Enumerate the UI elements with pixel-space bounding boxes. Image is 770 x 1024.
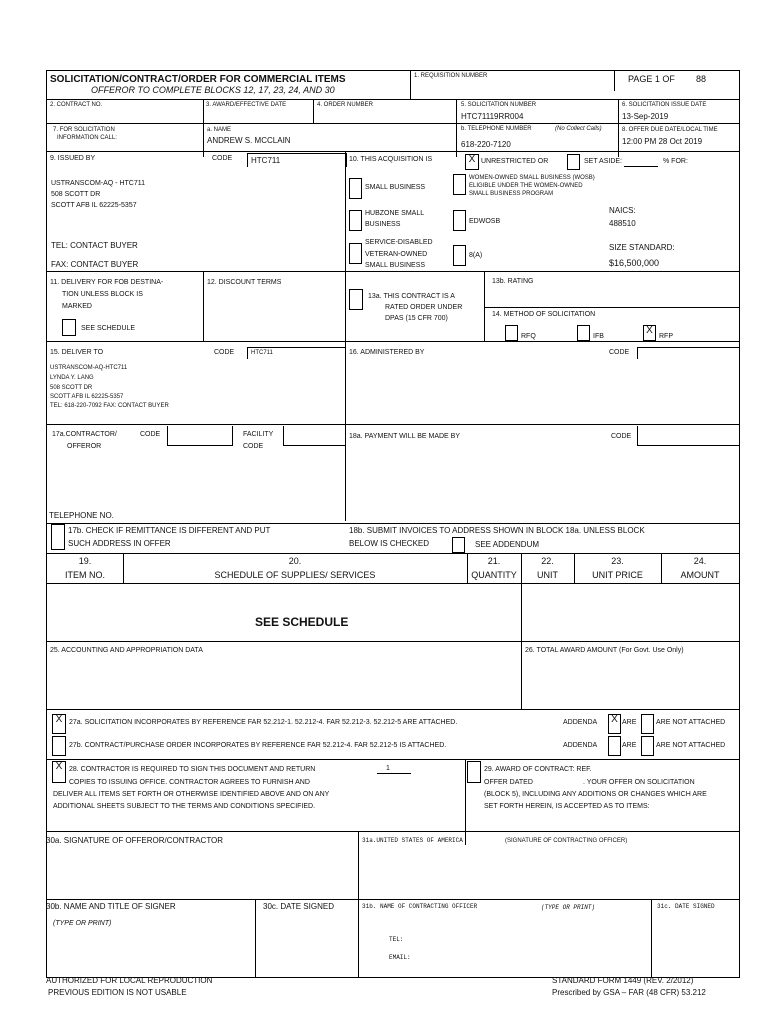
telephone-no-label: TELEPHONE NO. bbox=[49, 511, 114, 520]
delivery-fob-label-3: MARKED bbox=[62, 303, 92, 310]
27b-checkbox[interactable] bbox=[52, 736, 66, 756]
form-title: SOLICITATION/CONTRACT/ORDER FOR COMMERCIAL ITEMS bbox=[50, 74, 346, 85]
signer-type-print: (TYPE OR PRINT) bbox=[53, 920, 112, 927]
due-date-label: 8. OFFER DUE DATE/LOCAL TIME bbox=[622, 127, 718, 133]
rating-label: 13b. RATING bbox=[492, 278, 534, 285]
page-total: 88 bbox=[696, 74, 707, 84]
col-amount: AMOUNT bbox=[680, 570, 720, 580]
accounting-label: 25. ACCOUNTING AND APPROPRIATION DATA bbox=[50, 647, 203, 654]
see-schedule-checkbox[interactable] bbox=[62, 319, 76, 336]
28-text-3: DELIVER ALL ITEMS SET FORTH OR OTHERWISE IDENTIFIED ABOVE AND ON ANY bbox=[53, 791, 330, 798]
remittance-checkbox[interactable] bbox=[51, 524, 65, 550]
29-text-3: (BLOCK 5), INCLUDING ANY ADDITIONS OR CHANGES WHICH ARE bbox=[484, 791, 707, 798]
issue-date-label: 6. SOLICITATION ISSUE DATE bbox=[622, 102, 707, 108]
edwosb-checkbox[interactable] bbox=[453, 210, 466, 231]
page-label: PAGE 1 OF bbox=[628, 74, 675, 84]
facility-label-1: FACILITY bbox=[243, 431, 274, 438]
27a-text: 27a. SOLICITATION INCORPORATES BY REFERENCE FAR 52.212-1. 52.212-4. FAR 52.212-3. 52.212-5 ARE ATTACHED. bbox=[69, 719, 458, 726]
deliver-to-label: 15. DELIVER TO bbox=[50, 349, 104, 356]
ifb-label: IFB bbox=[593, 333, 604, 340]
issued-code-label: CODE bbox=[212, 155, 233, 162]
order-number-label: 4. ORDER NUMBER bbox=[317, 102, 374, 108]
rated-order-label-3: DPAS (15 CFR 700) bbox=[385, 315, 448, 322]
delivery-fob-label-1: 11. DELIVERY FOR FOB DESTINA- bbox=[50, 279, 164, 286]
27b-text: 27b. CONTRACT/PURCHASE ORDER INCORPORATES BY REFERENCE FAR 52.212-4. FAR 52.212-5 IS ATTACHED. bbox=[69, 742, 447, 749]
27a-are-not: ARE NOT ATTACHED bbox=[656, 719, 726, 726]
eight-a-checkbox[interactable] bbox=[453, 245, 466, 266]
form-sf1449 bbox=[46, 70, 740, 978]
set-aside-label: SET ASIDE: bbox=[584, 158, 622, 165]
27b-addenda: ADDENDA bbox=[563, 742, 598, 749]
size-standard-value: $16,500,000 bbox=[609, 258, 660, 268]
27b-are-not: ARE NOT ATTACHED bbox=[656, 742, 726, 749]
28-text-2: COPIES TO ISSUING OFFICE. CONTRACTOR AGREES TO FURNISH AND bbox=[69, 779, 310, 786]
sdvosb-label-3: SMALL BUSINESS bbox=[365, 262, 426, 269]
rfp-label: RFP bbox=[659, 333, 673, 340]
sdvosb-label-1: SERVICE-DISABLED bbox=[365, 239, 433, 246]
27b-are: ARE bbox=[622, 742, 637, 749]
27a-are: ARE bbox=[622, 719, 637, 726]
29-text-2b: . YOUR OFFER ON SOLICITATION bbox=[583, 779, 695, 786]
deliver-addr-2: LYNDA Y. LANG bbox=[50, 375, 94, 381]
deliver-addr-3: 508 SCOTT DR bbox=[50, 385, 93, 391]
due-date: 12:00 PM 28 Oct 2019 bbox=[622, 137, 703, 146]
29-text-2: OFFER DATED bbox=[484, 779, 533, 786]
co-type-print: (TYPE OR PRINT) bbox=[541, 904, 596, 911]
administered-by-label: 16. ADMINISTERED BY bbox=[349, 349, 425, 356]
set-aside-checkbox[interactable] bbox=[567, 154, 580, 170]
footer-left-1: AUTHORIZED FOR LOCAL REPRODUCTION bbox=[46, 976, 213, 985]
col-24-num: 24. bbox=[693, 556, 707, 566]
col-item-no: ITEM NO. bbox=[65, 570, 105, 580]
27a-addenda: ADDENDA bbox=[563, 719, 598, 726]
date-signed-label: 30c. DATE SIGNED bbox=[263, 902, 334, 911]
remittance-label-2: SUCH ADDRESS IN OFFER bbox=[68, 539, 171, 548]
rated-order-label-2: RATED ORDER UNDER bbox=[385, 304, 463, 311]
27b-are-checkbox[interactable] bbox=[608, 736, 621, 756]
28-text-4: ADDITIONAL SHEETS SUBJECT TO THE TERMS AND CONDITIONS SPECIFIED. bbox=[53, 803, 316, 810]
deliver-code: HTC711 bbox=[251, 350, 273, 356]
deliver-addr-5: TEL: 618-220-7092 FAX: CONTACT BUYER bbox=[50, 403, 169, 409]
27a-are-checkbox[interactable]: X bbox=[608, 714, 621, 734]
issued-addr-2: 508 SCOTT DR bbox=[51, 191, 101, 198]
total-award-label: 26. TOTAL AWARD AMOUNT (For Govt. Use Only) bbox=[525, 647, 684, 654]
col-unit-price: UNIT PRICE bbox=[592, 570, 643, 580]
29-checkbox[interactable] bbox=[467, 761, 481, 783]
col-23-num: 23. bbox=[611, 556, 624, 566]
wosb-checkbox[interactable] bbox=[453, 174, 466, 195]
unrestricted-label: UNRESTRICTED OR bbox=[481, 158, 549, 165]
col-21-num: 21. bbox=[487, 556, 501, 566]
issued-by-label: 9. ISSUED BY bbox=[50, 155, 96, 162]
co-email-label: EMAIL: bbox=[389, 954, 411, 961]
28-text-1: 28. CONTRACTOR IS REQUIRED TO SIGN THIS DOCUMENT AND RETURN bbox=[69, 766, 316, 773]
wosb-label-1: WOMEN-OWNED SMALL BUSINESS (WOSB) bbox=[469, 175, 595, 181]
naics-value: 488510 bbox=[609, 219, 636, 228]
issued-addr-1: USTRANSCOM-AQ - HTC711 bbox=[51, 180, 145, 187]
issued-addr-3: SCOTT AFB IL 62225-5357 bbox=[51, 202, 137, 209]
28-checkbox[interactable]: X bbox=[52, 761, 66, 783]
col-22-num: 22. bbox=[541, 556, 554, 566]
size-standard-label: SIZE STANDARD: bbox=[609, 243, 675, 252]
issued-fax: FAX: CONTACT BUYER bbox=[51, 260, 139, 269]
for-info-label: 7. FOR SOLICITATION bbox=[53, 127, 115, 133]
29-text-1: 29. AWARD OF CONTRACT: REF. bbox=[484, 766, 592, 773]
contract-no-label: 2. CONTRACT NO. bbox=[50, 102, 103, 108]
signature-offeror-label: 30a. SIGNATURE OF OFFEROR/CONTRACTOR bbox=[46, 836, 224, 845]
edwosb-label: EDWOSB bbox=[469, 218, 501, 225]
27a-are-not-checkbox[interactable] bbox=[641, 714, 654, 734]
see-addendum-checkbox[interactable] bbox=[452, 537, 465, 553]
phone-note: (No Collect Calls) bbox=[555, 126, 602, 132]
phone-number: 618-220-7120 bbox=[461, 140, 511, 149]
contractor-code-label: CODE bbox=[140, 431, 161, 438]
name-label: a. NAME bbox=[207, 127, 232, 133]
28-copies: 1 bbox=[386, 765, 390, 772]
award-date-label: 3. AWARD/EFFECTIVE DATE bbox=[206, 102, 287, 108]
co-date-signed-label: 31c. DATE SIGNED bbox=[657, 903, 715, 910]
admin-code-label: CODE bbox=[609, 349, 630, 356]
issue-date: 13-Sep-2019 bbox=[622, 112, 669, 121]
rfq-checkbox[interactable] bbox=[505, 325, 518, 341]
footer-right-2: Prescribed by GSA – FAR (48 CFR) 53.212 bbox=[552, 988, 706, 997]
for-info-label-2: INFORMATION CALL: bbox=[57, 135, 117, 141]
wosb-label-2: ELIGIBLE UNDER THE WOMEN-OWNED bbox=[469, 183, 583, 189]
col-19-num: 19. bbox=[78, 556, 92, 566]
rfq-label: RFQ bbox=[521, 333, 536, 340]
hubzone-checkbox[interactable] bbox=[349, 210, 362, 231]
co-tel-label: TEL: bbox=[389, 936, 404, 943]
payment-code-label: CODE bbox=[611, 433, 632, 440]
naics-label: NAICS: bbox=[609, 206, 636, 215]
deliver-addr-1: USTRANSCOM-AQ-HTC711 bbox=[50, 365, 128, 371]
signature-co-label: (SIGNATURE OF CONTRACTING OFFICER) bbox=[505, 838, 628, 844]
phone-label: b. TELEPHONE NUMBER bbox=[461, 126, 532, 132]
delivery-fob-label-2: TION UNLESS BLOCK IS bbox=[62, 291, 143, 298]
wosb-label-3: SMALL BUSINESS PROGRAM bbox=[469, 191, 554, 197]
col-unit: UNIT bbox=[537, 570, 558, 580]
ifb-checkbox[interactable] bbox=[577, 325, 590, 341]
col-20-num: 20. bbox=[288, 556, 302, 566]
hubzone-label-1: HUBZONE SMALL bbox=[365, 210, 425, 217]
rfp-checkbox[interactable]: X bbox=[643, 325, 656, 341]
form-subtitle: OFFEROR TO COMPLETE BLOCKS 12, 17, 23, 24, AND 30 bbox=[91, 85, 335, 95]
solicitation-number-label: 5. SOLICITATION NUMBER bbox=[461, 102, 537, 108]
signer-name-label: 30b. NAME AND TITLE OF SIGNER bbox=[46, 902, 176, 911]
footer-left-2: PREVIOUS EDITION IS NOT USABLE bbox=[48, 988, 187, 997]
eight-a-label: 8(A) bbox=[469, 252, 483, 259]
contact-name: ANDREW S. MCCLAIN bbox=[207, 136, 291, 145]
see-addendum-label: SEE ADDENDUM bbox=[475, 540, 540, 549]
submit-invoices-label-2: BELOW IS CHECKED bbox=[349, 539, 430, 548]
remittance-label-1: 17b. CHECK IF REMITTANCE IS DIFFERENT AND PUT bbox=[68, 526, 271, 535]
deliver-addr-4: SCOTT AFB IL 62225-5357 bbox=[50, 394, 124, 400]
27a-checkbox[interactable]: X bbox=[52, 714, 66, 734]
contractor-label-1: 17a.CONTRACTOR/ bbox=[52, 431, 117, 438]
small-business-label: SMALL BUSINESS bbox=[365, 184, 426, 191]
payment-by-label: 18a. PAYMENT WILL BE MADE BY bbox=[349, 433, 460, 440]
acquisition-label: 10. THIS ACQUISITION IS bbox=[349, 156, 433, 163]
percent-for-label: % FOR: bbox=[663, 158, 688, 165]
issued-tel: TEL: CONTACT BUYER bbox=[51, 241, 138, 250]
col-schedule: SCHEDULE OF SUPPLIES/ SERVICES bbox=[214, 570, 376, 580]
deliver-code-label: CODE bbox=[214, 349, 235, 356]
small-business-checkbox[interactable] bbox=[349, 178, 362, 199]
rated-order-checkbox[interactable] bbox=[349, 289, 363, 310]
hubzone-label-2: BUSINESS bbox=[365, 221, 401, 228]
solicitation-number: HTC71119RR004 bbox=[461, 112, 524, 121]
unrestricted-checkbox[interactable]: X bbox=[465, 154, 479, 170]
facility-label-2: CODE bbox=[243, 443, 264, 450]
29-text-4: SET FORTH HEREIN, IS ACCEPTED AS TO ITEMS: bbox=[484, 803, 650, 810]
col-quantity: QUANTITY bbox=[471, 570, 517, 580]
rated-order-label-1: 13a. THIS CONTRACT IS A bbox=[368, 293, 455, 300]
signature-usa-label: 31a.UNITED STATES OF AMERICA bbox=[362, 837, 463, 844]
27b-are-not-checkbox[interactable] bbox=[641, 736, 654, 756]
method-label: 14. METHOD OF SOLICITATION bbox=[492, 311, 596, 318]
requisition-number-label: 1. REQUISITION NUMBER bbox=[414, 73, 488, 79]
contractor-label-2: OFFEROR bbox=[67, 443, 102, 450]
see-schedule-label: SEE SCHEDULE bbox=[81, 325, 136, 332]
issued-code: HTC711 bbox=[251, 156, 281, 165]
submit-invoices-label-1: 18b. SUBMIT INVOICES TO ADDRESS SHOWN IN BLOCK 18a. UNLESS BLOCK bbox=[349, 526, 645, 535]
see-schedule-text: SEE SCHEDULE bbox=[255, 615, 349, 629]
footer-right-1: STANDARD FORM 1449 (REV. 2/2012) bbox=[552, 976, 694, 985]
discount-terms-label: 12. DISCOUNT TERMS bbox=[207, 279, 282, 286]
sdvosb-checkbox[interactable] bbox=[349, 243, 362, 264]
sdvosb-label-2: VETERAN-OWNED bbox=[365, 251, 428, 258]
co-name-label: 31b. NAME OF CONTRACTING OFFICER bbox=[362, 903, 478, 910]
